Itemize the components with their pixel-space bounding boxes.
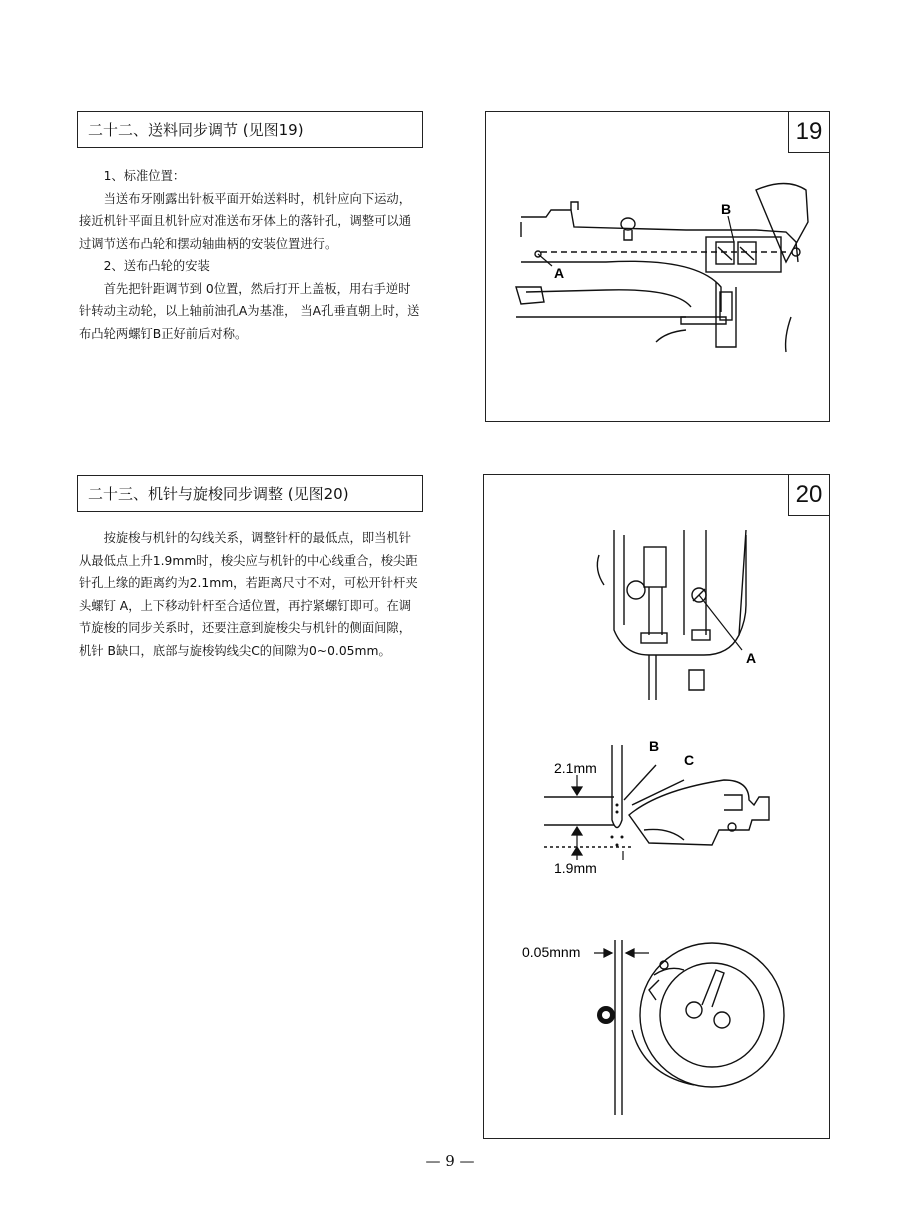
figure-19-label-b: B <box>721 201 732 217</box>
figure-20-label-a: A <box>746 650 757 666</box>
figure-19-drawing <box>486 112 828 420</box>
figure-19-label-a: A <box>554 265 565 281</box>
section-22-heading <box>77 111 423 148</box>
figure-20 <box>483 474 830 1139</box>
figure-20-drawing <box>484 475 828 1137</box>
page-number: — 9 — <box>425 1152 475 1170</box>
section-22-item-1: 1、标准位置： <box>103 169 186 183</box>
section-23-body <box>79 527 421 662</box>
figure-20-dim-upper: 2.1mm <box>554 760 597 776</box>
section-23-heading <box>77 475 423 512</box>
figure-19 <box>485 111 830 422</box>
section-22-body <box>79 165 421 345</box>
figure-20-label-b: B <box>649 738 660 754</box>
figure-20-number: 20 <box>788 475 829 516</box>
figure-20-dim-lower: 1.9mm <box>554 860 597 876</box>
section-23-paragraph: 按旋梭与机针的勾线关系，调整针杆的最低点，即当机针从最低点上升1.9mm时，梭尖应与机针的中心线重合，梭尖距针孔上缘的距离约为2.1mm，若距离尺寸不对，可松开针杆夹头螺钉 A，上下移动针杆至合适位置，再拧紧螺钉即可。在调节旋梭的同步关系时，还要注意到旋梭尖与机针的侧面间隙，机针 B缺口，底部与旋梭钩线尖C的间隙为0~0.05mm。 <box>79 531 418 658</box>
figure-20-dim-gap: 0.05mnm <box>522 944 581 960</box>
section-22-paragraph-2: 首先把针距调节到 0位置，然后打开上盖板，用右手逆时针转动主动轮，以上轴前油孔A为基准， 当A孔垂直朝上时，送布凸轮两螺钉B正好前后对称。 <box>79 281 420 341</box>
section-22-paragraph-1: 当送布牙刚露出针板平面开始送料时，机针应向下运动，接近机针平面且机针应对准送布牙体上的落针孔，调整可以通过调节送布凸轮和摆动轴曲柄的安装位置进行。 <box>79 191 412 251</box>
figure-19-number: 19 <box>788 112 829 153</box>
section-23-heading-text: 二十三、机针与旋梭同步调整 (见图20) <box>88 485 349 503</box>
figure-20-label-c: C <box>684 752 695 768</box>
section-22-heading-text: 二十二、送料同步调节 (见图19) <box>88 121 304 139</box>
section-22-item-2: 2、送布凸轮的安装 <box>103 259 210 273</box>
